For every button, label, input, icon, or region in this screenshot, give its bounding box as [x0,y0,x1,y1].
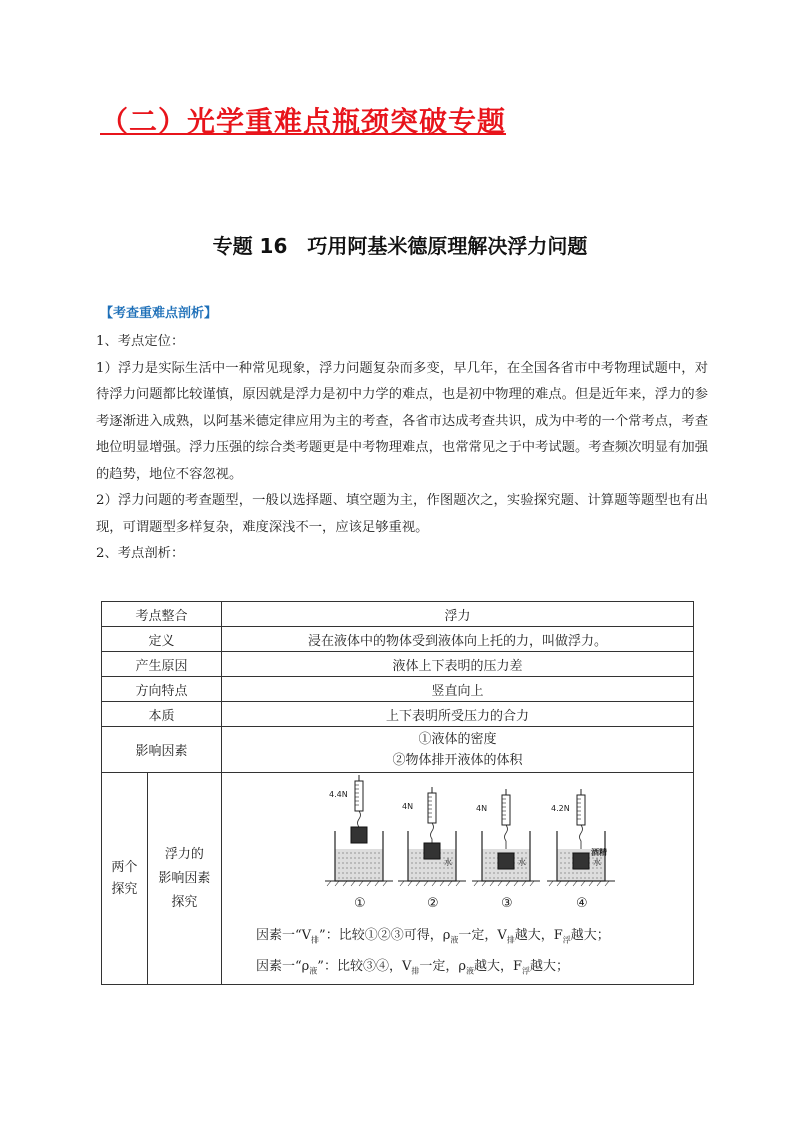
table-row [102,652,694,677]
paragraph-2: 2）浮力问题的考查题型，一般以选择题、填空题为主，作图题次之，实验探究题、计算题等题型也有出现，可谓题型多样复杂，难度深浅不一，应该足够重视。 [96,493,708,535]
paragraph-1: 1）浮力是实际生活中一种常见现象，浮力问题复杂而多变，早几年，在全国各省市中考物理试题中，对待浮力问题都比较谨慎，原因就是浮力是初中力学的难点，也是初中物理的难点。但是近年来，浮力的参考逐渐进入成熟，以阿基米德定律应用为主的考查，各省市达成考查共识，成为中考的一个常考点，考查地位明显增强。浮力压强的综合类考题更是中考物理难点，也常常见之于中考试题。考查频次明显有加强的趋势，地位不容忽视。 [96,360,708,482]
row-key: 方向特点 [102,677,222,702]
submerged-block [424,843,440,859]
apparatus-1 [325,775,393,911]
row-value: 浸在液体中的物体受到液体向上托的力，叫做浮力。 [222,627,694,652]
hook-string [358,811,361,827]
apparatus-2 [398,787,466,911]
series-title: （二）光学重难点瓶颈突破专题 [100,105,507,138]
row-key: 本质 [102,702,222,727]
apparatus-label: ① [354,896,366,911]
item1-title: 1、考点定位： [96,334,185,349]
row-value: 浮力 [222,602,694,627]
table-row [102,727,694,773]
alcohol-label: 酒精 [591,848,607,857]
factor-line-volume: 因素一“$V_排$”：比较①②③可得，$\rho_液$一定，$V_排$越大，$F_浮$越大； [256,928,610,945]
apparatus-3 [472,789,540,911]
scale-reading: 4.4N [329,790,348,799]
spring-scale [428,793,436,823]
apparatus-label: ④ [576,896,588,911]
table-row [102,773,694,985]
explore-key: 两个 探究 [102,773,148,985]
factors-key: 影响因素 [102,727,222,773]
topic-title: 专题 16 巧用阿基米德原理解决浮力问题 [212,234,588,258]
spring-scale [502,795,510,825]
hook-string [580,825,583,853]
spring-scale [577,795,585,825]
body-text [96,329,708,568]
scale-reading: 4N [402,802,414,811]
item2-title: 2、考点剖析： [96,546,185,561]
submerged-block [498,853,514,869]
scale-reading: 4.2N [551,804,570,813]
factors-value [222,727,694,773]
liquid-label: 水 [444,858,452,867]
row-key: 考点整合 [102,602,222,627]
row-value: 上下表明所受压力的合力 [222,702,694,727]
submerged-block [351,827,367,843]
factor-line-density: 因素一“$\rho_液$”：比较③④，$V_排$一定，$\rho_液$越大，$F_浮$越大； [256,958,570,976]
hook-string [431,823,434,843]
explore-sub: 浮力的 影响因素 探究 [147,773,221,985]
apparatus-label: ③ [501,896,513,911]
section-heading: 【考查重难点剖析】 [100,306,218,321]
factor-item: ①液体的密度 [418,731,497,747]
table-row [102,627,694,652]
row-key: 产生原因 [102,652,222,677]
analysis-table [101,601,694,985]
experiment-cell [222,773,694,985]
spring-scale [355,781,363,811]
row-value: 竖直向上 [222,677,694,702]
table-row [102,702,694,727]
row-value: 液体上下表明的压力差 [222,652,694,677]
buoyancy-apparatus-figure [222,773,693,923]
liquid [335,849,383,881]
table-row [102,677,694,702]
hook-string [505,825,508,853]
factor-item: ②物体排开液体的体积 [392,752,523,768]
liquid-label: 水 [518,858,526,867]
table-row [102,602,694,627]
liquid-label: 水 [593,858,601,867]
submerged-block [573,853,589,869]
scale-reading: 4N [476,804,488,813]
apparatus-label: ② [427,896,439,911]
row-key: 定义 [102,627,222,652]
